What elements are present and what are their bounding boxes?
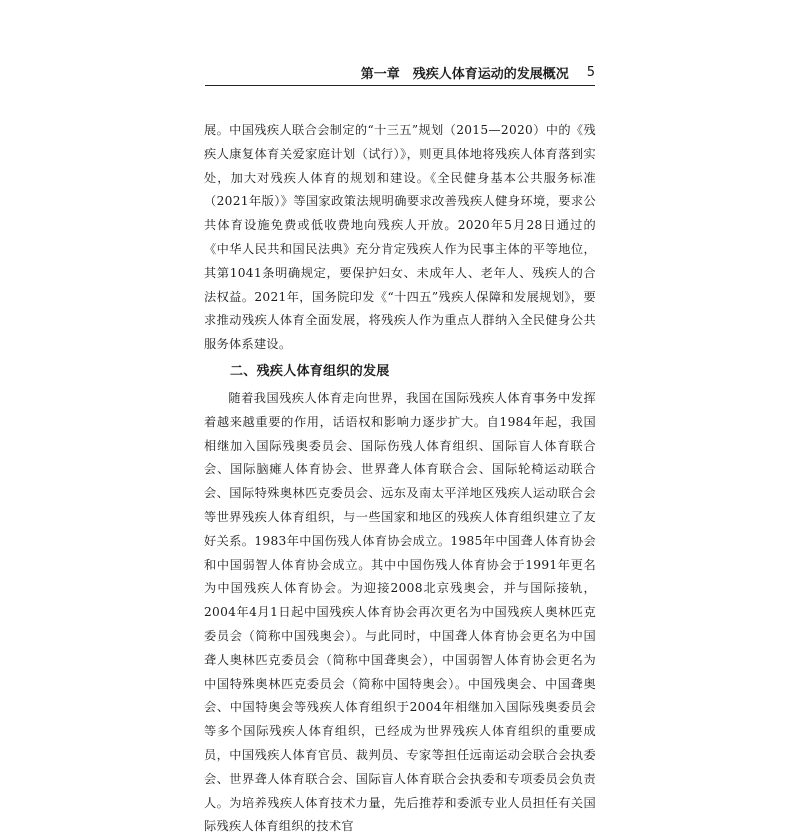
running-header — [205, 62, 595, 82]
paragraph: 随着我国残疾人体育走向世界，我国在国际残疾人体育事务中发挥着越来越重要的作用，话语权和影响力逐步扩大。自1984年起，我国相继加入国际残奥委员会、国际伤残人体育组织、国际盲人体育联合会、国际脑瘫人体育协会、世界聋人体育联合会、国际轮椅运动联合会、国际特殊奥林匹克委员会、远东及南太平洋地区残疾人运动联合会等世界残疾人体育组织，与一些国家和地区的残疾人体育组织建立了友好关系。1983年中国伤残人体育协会成立。1985年中国聋人体育协会和中国弱智人体育协会成立。其中中国伤残人体育协会于1991年更名为中国残疾人体育协会。为迎接2008北京残奥会，并与国际接轨，2004年4月1日起中国残疾人体育协会再次更名为中国残疾人奥林匹克委员会（简称中国残奥会）。与此同时，中国聋人体育协会更名为中国聋人奥林匹克委员会（简称中国聋奥会），中国弱智人体育协会更名为中国特殊奥林匹克委员会（简称中国特奥会）。中国残奥会、中国聋奥会、中国特奥会等残疾人体育组织于2004年相继加入国际残奥委员会等多个国际残疾人体育组织，已经成为世界残疾人体育组织的重要成员，中国残疾人体育官员、裁判员、专家等担任远南运动会联合会执委会、世界聋人体育联合会、国际盲人体育联合会执委和专项委员会负责人。为培养残疾人体育技术力量，先后推荐和委派专业人员担任有关国际残疾人体育组织的技术官 — [204, 390, 596, 834]
chapter-title: 第一章 残疾人体育运动的发展概况 — [360, 66, 569, 82]
paragraph-continued: 展。中国残疾人联合会制定的“十三五”规划（2015—2020）中的《残疾人康复体育关爱家庭计划（试行）》，则更具体地将残疾人体育落到实处，加大对残疾人体育的规划和建设。《全民健身基本公共服务标准（2021年版）》等国家政策法规明确要求改善残疾人健身环境，要求公共体育设施免费或低收费地向残疾人开放。2020年5月28日通过的《中华人民共和国民法典》充分肯定残疾人作为民事主体的平等地位，其第1041条明确规定，要保护妇女、未成年人、老年人、残疾人的合法权益。2021年，国务院印发《“十四五”残疾人保障和发展规划》，要求推动残疾人体育全面发展，将残疾人作为重点人群纳入全民健身公共服务体系建设。 — [204, 123, 596, 352]
page-number: 5 — [586, 64, 595, 80]
section-heading: 二、残疾人体育组织的发展 — [230, 363, 390, 379]
body-text — [204, 119, 596, 839]
header-rule — [205, 85, 595, 86]
